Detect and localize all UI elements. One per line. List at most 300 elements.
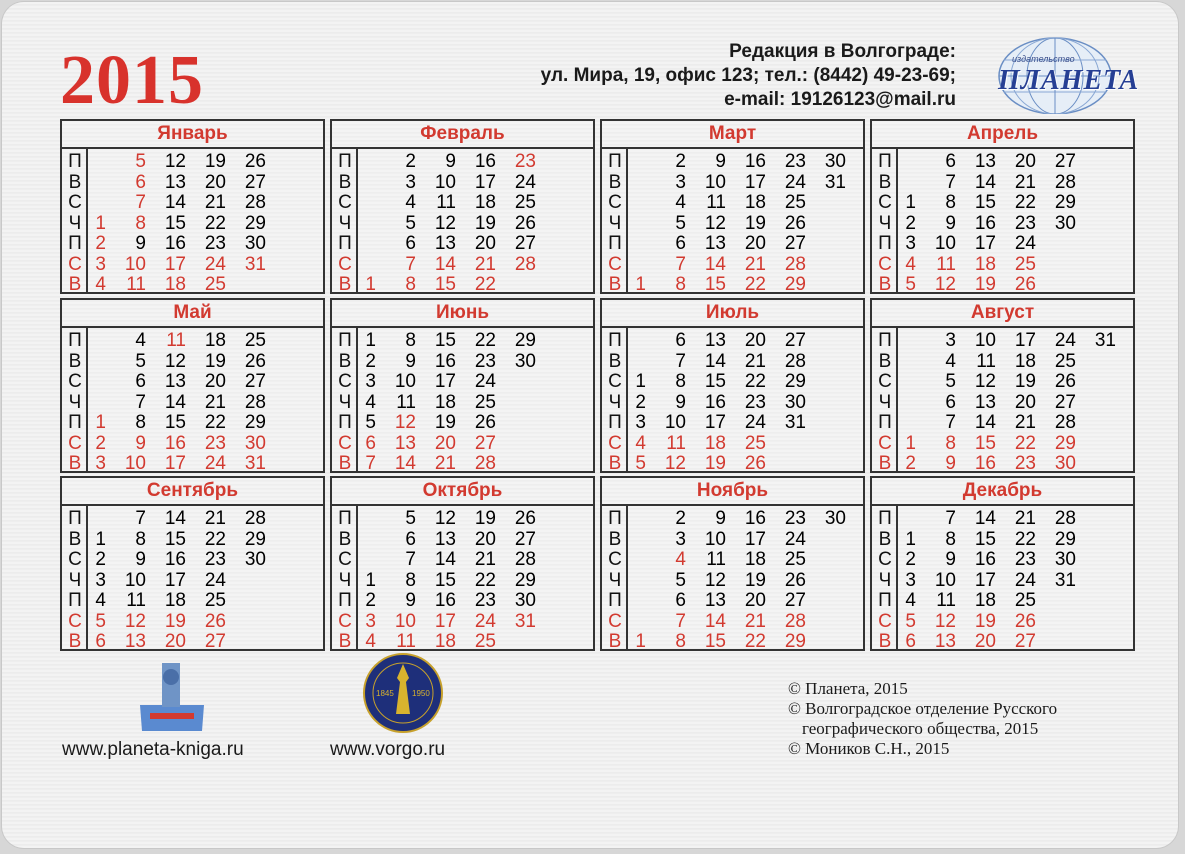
day-number: 17 — [164, 453, 186, 474]
contact-block — [541, 40, 956, 112]
month-day-grid — [602, 506, 863, 651]
day-number: 16 — [974, 453, 996, 474]
logo-name: ПЛАНЕТА — [998, 65, 1140, 96]
day-number: 20 — [474, 233, 496, 254]
day-number: 1 — [635, 631, 646, 652]
month-name: Март — [602, 121, 863, 149]
day-number: 24 — [204, 453, 226, 474]
year-title: 2015 — [60, 42, 204, 119]
day-number: 14 — [434, 253, 456, 275]
day-number: 19 — [974, 610, 996, 632]
day-number: 16 — [434, 350, 456, 372]
day-number: 9 — [135, 233, 146, 254]
day-number: 23 — [744, 391, 766, 413]
day-number: 25 — [784, 192, 806, 213]
weekday-letter: Ч — [338, 212, 352, 234]
day-number: 7 — [675, 610, 686, 632]
day-number: 15 — [974, 528, 996, 550]
day-number: 5 — [405, 212, 416, 234]
month-day-grid — [62, 506, 323, 651]
weekday-letter: В — [608, 528, 622, 550]
day-number: 10 — [434, 171, 456, 193]
day-number: 28 — [514, 549, 536, 570]
day-number: 12 — [164, 350, 186, 372]
credit-line: © Волгоградское отделение Русского — [788, 699, 1058, 718]
day-number: 24 — [474, 371, 496, 392]
day-number: 26 — [514, 212, 536, 234]
day-number: 7 — [675, 350, 686, 372]
weekday-letter: В — [878, 171, 892, 193]
weekday-letter: П — [608, 412, 622, 433]
day-number: 6 — [405, 233, 416, 254]
day-number: 25 — [1014, 590, 1036, 611]
weekday-letter: П — [608, 508, 622, 529]
day-number: 4 — [675, 192, 686, 213]
day-number: 9 — [135, 549, 146, 570]
day-number: 3 — [405, 171, 416, 193]
weekday-row — [602, 233, 863, 254]
day-number: 12 — [124, 610, 146, 632]
day-number: 11 — [706, 192, 726, 213]
weekday-row — [602, 611, 863, 632]
month-day-grid — [872, 328, 1133, 473]
day-number: 4 — [365, 631, 376, 652]
day-number: 18 — [434, 631, 456, 652]
weekday-letter: Ч — [878, 391, 892, 413]
day-number: 21 — [1014, 412, 1036, 433]
weekday-letter: П — [68, 412, 82, 433]
weekday-letter: В — [878, 453, 892, 474]
day-number: 14 — [394, 453, 416, 474]
day-number: 24 — [784, 528, 806, 550]
day-number: 23 — [204, 233, 226, 254]
day-number: 6 — [945, 151, 956, 172]
weekday-letter: С — [68, 549, 82, 570]
day-number: 22 — [744, 631, 766, 652]
day-number: 3 — [675, 528, 686, 550]
weekday-letter: С — [338, 549, 352, 570]
day-number: 20 — [1014, 151, 1036, 172]
day-number: 26 — [244, 350, 266, 372]
weekday-letter: С — [338, 432, 352, 454]
day-number: 8 — [675, 631, 686, 652]
day-number: 15 — [434, 330, 456, 351]
weekday-letter: П — [878, 590, 892, 611]
planeta-logo — [990, 32, 1140, 114]
weekday-letter: С — [68, 432, 82, 454]
weekday-letter: Ч — [68, 391, 82, 413]
day-number: 13 — [164, 371, 186, 392]
day-number: 11 — [706, 549, 726, 570]
day-number: 7 — [675, 253, 686, 275]
month-8 — [870, 298, 1135, 473]
weekday-letter: П — [878, 412, 892, 433]
day-number: 9 — [135, 432, 146, 454]
day-number: 15 — [704, 631, 726, 652]
day-number: 1 — [365, 330, 376, 351]
day-number: 29 — [244, 528, 266, 550]
day-number: 19 — [164, 610, 186, 632]
day-number: 8 — [945, 528, 956, 550]
day-number: 4 — [905, 253, 916, 275]
day-number: 30 — [514, 590, 536, 611]
day-number: 14 — [704, 610, 726, 632]
day-number: 15 — [164, 212, 186, 234]
day-number: 7 — [945, 171, 956, 193]
day-number: 2 — [675, 508, 686, 529]
weekday-letter: В — [338, 350, 352, 372]
weekday-letter: В — [608, 631, 622, 652]
emblem-year-start: 1845 — [376, 689, 394, 698]
day-number: 23 — [204, 432, 226, 454]
weekday-row — [62, 508, 323, 529]
day-number: 15 — [434, 569, 456, 591]
weekday-row — [602, 330, 863, 351]
day-number: 21 — [204, 192, 226, 213]
day-number: 3 — [95, 453, 106, 474]
day-number: 18 — [1014, 350, 1036, 372]
weekday-row — [872, 371, 1133, 392]
day-number: 3 — [675, 171, 686, 193]
month-day-grid — [332, 328, 593, 473]
month-day-grid — [62, 149, 323, 294]
day-number: 15 — [704, 274, 726, 295]
weekday-letter: С — [608, 253, 622, 275]
day-number: 27 — [204, 631, 226, 652]
day-number: 20 — [744, 590, 766, 611]
day-number: 24 — [784, 171, 806, 193]
day-number: 9 — [945, 453, 956, 474]
day-number: 23 — [784, 508, 806, 529]
day-number: 21 — [744, 253, 766, 275]
day-number: 28 — [784, 253, 806, 275]
day-number: 1 — [365, 274, 376, 295]
day-number: 23 — [474, 350, 496, 372]
day-number: 18 — [204, 330, 226, 351]
day-number: 15 — [434, 274, 456, 295]
day-number: 6 — [365, 432, 376, 454]
day-number: 23 — [474, 590, 496, 611]
day-number: 28 — [244, 192, 266, 213]
day-number: 29 — [244, 412, 266, 433]
weekday-letter: С — [338, 192, 352, 213]
day-number: 16 — [704, 391, 726, 413]
weekday-row — [602, 549, 863, 570]
day-number: 11 — [936, 590, 956, 611]
day-number: 4 — [95, 590, 106, 611]
day-number: 26 — [244, 151, 266, 172]
day-number: 15 — [974, 192, 996, 213]
weekday-row — [872, 172, 1133, 193]
month-name: Май — [62, 300, 323, 328]
weekday-letter: П — [338, 508, 352, 529]
day-number: 29 — [784, 371, 806, 392]
day-number: 10 — [124, 253, 146, 275]
day-number: 31 — [1094, 330, 1116, 351]
month-1 — [60, 119, 325, 294]
day-number: 15 — [704, 371, 726, 392]
day-number: 17 — [704, 412, 726, 433]
day-number: 2 — [95, 233, 106, 254]
day-number: 13 — [164, 171, 186, 193]
day-number: 8 — [945, 192, 956, 213]
day-number: 9 — [445, 151, 456, 172]
day-number: 22 — [1014, 528, 1036, 550]
day-number: 21 — [744, 610, 766, 632]
day-number: 1 — [905, 528, 916, 550]
day-number: 25 — [474, 391, 496, 413]
day-number: 19 — [474, 508, 496, 529]
weekday-row — [332, 529, 593, 550]
weekday-row — [62, 351, 323, 372]
day-number: 27 — [244, 371, 266, 392]
day-number: 12 — [704, 212, 726, 234]
weekday-letter: С — [608, 371, 622, 392]
weekday-row — [872, 508, 1133, 529]
weekday-letter: П — [608, 330, 622, 351]
weekday-letter: С — [338, 253, 352, 275]
day-number: 31 — [514, 610, 536, 632]
weekday-letter: П — [608, 590, 622, 611]
weekday-letter: В — [68, 528, 82, 550]
weekday-letter: С — [878, 610, 892, 632]
day-number: 30 — [244, 233, 266, 254]
calendar-card — [2, 2, 1178, 848]
day-number: 30 — [1054, 453, 1076, 474]
day-number: 1 — [905, 432, 916, 454]
weekday-row — [872, 351, 1133, 372]
day-number: 27 — [784, 590, 806, 611]
day-number: 26 — [1054, 371, 1076, 392]
day-number: 9 — [405, 350, 416, 372]
day-number: 4 — [905, 590, 916, 611]
weekday-row — [872, 412, 1133, 433]
day-number: 26 — [784, 212, 806, 234]
day-number: 2 — [675, 151, 686, 172]
day-number: 24 — [1014, 569, 1036, 591]
weekday-letter: П — [338, 330, 352, 351]
month-day-grid — [332, 149, 593, 294]
month-name: Июнь — [332, 300, 593, 328]
weekday-row — [62, 172, 323, 193]
weekday-letter: П — [338, 590, 352, 611]
weekday-row — [62, 371, 323, 392]
day-number: 2 — [365, 590, 376, 611]
day-number: 5 — [905, 274, 916, 295]
day-number: 23 — [1014, 549, 1036, 570]
day-number: 29 — [514, 330, 536, 351]
day-number: 30 — [784, 391, 806, 413]
day-number: 15 — [164, 412, 186, 433]
day-number: 24 — [1014, 233, 1036, 254]
day-number: 25 — [204, 274, 226, 295]
day-number: 16 — [164, 432, 186, 454]
day-number: 12 — [934, 274, 956, 295]
day-number: 12 — [664, 453, 686, 474]
day-number: 20 — [474, 528, 496, 550]
day-number: 24 — [1054, 330, 1076, 351]
day-number: 26 — [514, 508, 536, 529]
day-number: 6 — [135, 171, 146, 193]
day-number: 10 — [934, 569, 956, 591]
day-number: 17 — [744, 528, 766, 550]
day-number: 8 — [405, 330, 416, 351]
month-name: Июль — [602, 300, 863, 328]
month-6 — [330, 298, 595, 473]
day-number: 13 — [934, 631, 956, 652]
day-number: 2 — [905, 212, 916, 234]
day-number: 20 — [1014, 391, 1036, 413]
weekday-letter: П — [338, 233, 352, 254]
vorgo-website-link[interactable]: www.vorgo.ru — [330, 739, 446, 760]
day-number: 11 — [976, 350, 996, 372]
weekday-letter: В — [338, 171, 352, 193]
weekday-letter: С — [338, 610, 352, 632]
weekday-letter: В — [68, 171, 82, 193]
weekday-letter: В — [338, 274, 352, 295]
day-number: 10 — [124, 569, 146, 591]
day-number: 13 — [434, 233, 456, 254]
day-number: 6 — [675, 590, 686, 611]
day-number: 18 — [164, 274, 186, 295]
day-number: 15 — [164, 528, 186, 550]
day-number: 20 — [744, 233, 766, 254]
day-number: 8 — [675, 371, 686, 392]
day-number: 23 — [514, 151, 536, 172]
day-number: 30 — [244, 432, 266, 454]
day-number: 19 — [1014, 371, 1036, 392]
day-number: 18 — [974, 590, 996, 611]
day-number: 1 — [95, 528, 106, 550]
day-number: 5 — [365, 412, 376, 433]
logo-small-text: издательство — [1012, 54, 1075, 64]
day-number: 28 — [474, 453, 496, 474]
weekday-letter: Ч — [608, 212, 622, 234]
day-number: 14 — [164, 391, 186, 413]
day-number: 29 — [1054, 192, 1076, 213]
day-number: 20 — [204, 171, 226, 193]
day-number: 30 — [514, 350, 536, 372]
day-number: 16 — [744, 508, 766, 529]
day-number: 12 — [704, 569, 726, 591]
weekday-letter: П — [608, 151, 622, 172]
day-number: 26 — [744, 453, 766, 474]
day-number: 12 — [934, 610, 956, 632]
day-number: 3 — [905, 569, 916, 591]
day-number: 9 — [945, 212, 956, 234]
day-number: 17 — [1014, 330, 1036, 351]
planeta-website-link[interactable]: www.planeta-kniga.ru — [62, 739, 244, 760]
day-number: 30 — [824, 151, 846, 172]
day-number: 22 — [1014, 192, 1036, 213]
day-number: 26 — [204, 610, 226, 632]
weekday-letter: В — [608, 453, 622, 474]
day-number: 8 — [405, 274, 416, 295]
month-name: Апрель — [872, 121, 1133, 149]
day-number: 23 — [1014, 212, 1036, 234]
day-number: 28 — [1054, 508, 1076, 529]
weekday-letter: Ч — [338, 569, 352, 591]
contact-line-email: e-mail: 19126123@mail.ru — [724, 89, 956, 110]
day-number: 10 — [394, 610, 416, 632]
weekday-letter: П — [68, 233, 82, 254]
day-number: 19 — [204, 350, 226, 372]
month-day-grid — [602, 328, 863, 473]
weekday-letter: С — [608, 192, 622, 213]
month-9 — [60, 476, 325, 651]
emblem-year-end: 1950 — [412, 689, 430, 698]
day-number: 28 — [784, 610, 806, 632]
day-number: 2 — [905, 549, 916, 570]
day-number: 7 — [135, 508, 146, 529]
day-number: 22 — [1014, 432, 1036, 454]
day-number: 24 — [204, 253, 226, 275]
weekday-row — [602, 192, 863, 213]
weekday-row — [602, 254, 863, 275]
day-number: 4 — [135, 330, 146, 351]
day-number: 18 — [704, 432, 726, 454]
day-number: 14 — [974, 508, 996, 529]
day-number: 5 — [945, 371, 956, 392]
day-number: 24 — [514, 171, 536, 193]
day-number: 12 — [974, 371, 996, 392]
day-number: 27 — [1054, 151, 1076, 172]
weekday-letter: Ч — [68, 569, 82, 591]
day-number: 11 — [166, 330, 186, 351]
day-number: 3 — [635, 412, 646, 433]
day-number: 11 — [396, 631, 416, 652]
contact-line-editorial: Редакция в Волгограде: — [729, 41, 956, 62]
day-number: 2 — [405, 151, 416, 172]
weekday-row — [332, 151, 593, 172]
month-day-grid — [62, 328, 323, 473]
day-number: 6 — [95, 631, 106, 652]
day-number: 19 — [704, 453, 726, 474]
weekday-row — [332, 549, 593, 570]
day-number: 8 — [675, 274, 686, 295]
weekday-row — [332, 172, 593, 193]
day-number: 22 — [744, 274, 766, 295]
weekday-letter: В — [68, 453, 82, 474]
day-number: 1 — [635, 274, 646, 295]
day-number: 10 — [934, 233, 956, 254]
day-number: 5 — [635, 453, 646, 474]
day-number: 13 — [704, 233, 726, 254]
day-number: 3 — [945, 330, 956, 351]
weekday-letter: С — [68, 253, 82, 275]
day-number: 6 — [405, 528, 416, 550]
day-number: 21 — [474, 549, 496, 570]
day-number: 24 — [474, 610, 496, 632]
day-number: 17 — [164, 253, 186, 275]
day-number: 29 — [514, 569, 536, 591]
day-number: 8 — [405, 569, 416, 591]
day-number: 18 — [434, 391, 456, 413]
day-number: 12 — [394, 412, 416, 433]
day-number: 30 — [244, 549, 266, 570]
day-number: 11 — [666, 432, 686, 454]
day-number: 16 — [474, 151, 496, 172]
weekday-row — [872, 151, 1133, 172]
day-number: 27 — [514, 233, 536, 254]
weekday-row — [872, 392, 1133, 413]
day-number: 5 — [135, 151, 146, 172]
day-number: 21 — [204, 391, 226, 413]
day-number: 13 — [704, 330, 726, 351]
month-name: Январь — [62, 121, 323, 149]
weekday-letter: П — [68, 590, 82, 611]
month-7 — [600, 298, 865, 473]
